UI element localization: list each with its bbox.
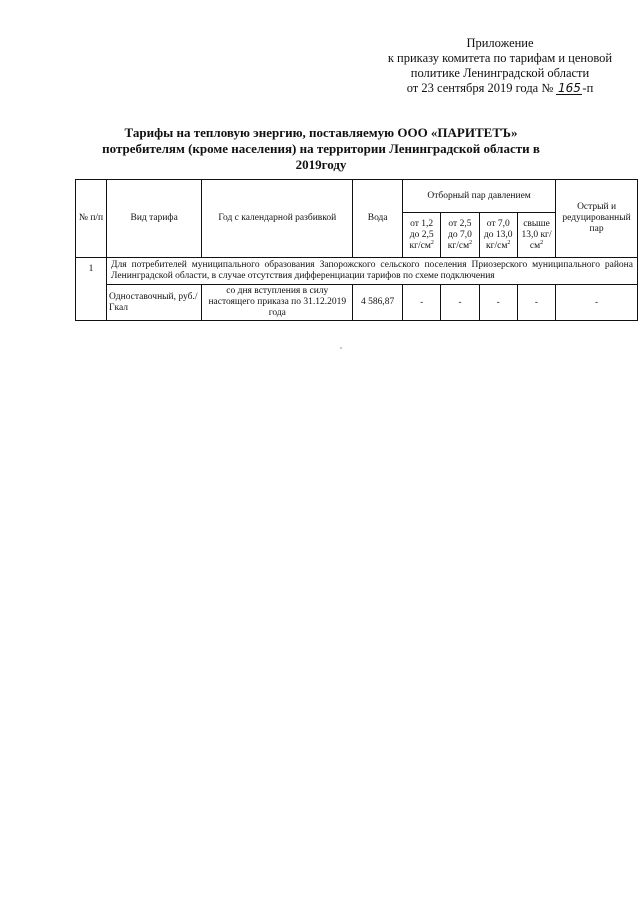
scan-speck bbox=[340, 347, 342, 349]
cell-steam-3: - bbox=[479, 285, 517, 321]
appendix-title: Приложение bbox=[466, 36, 534, 50]
cell-period: со дня вступления в силу настоящего приказа по 31.12.2019 года bbox=[202, 285, 353, 321]
cell-steam-4: - bbox=[517, 285, 555, 321]
header-num: № п/п bbox=[76, 180, 107, 258]
row-description: Для потребителей муниципального образования Запорожского сельского поселения Приозерского муниципального района Ленинградской области, в случае отсутствия дифференциации тарифов по схеме подключения bbox=[107, 258, 638, 285]
order-number: 165 bbox=[557, 81, 581, 95]
appendix-line-2: политике Ленинградской области bbox=[410, 66, 590, 80]
cell-steam-2: - bbox=[441, 285, 479, 321]
table-row bbox=[76, 285, 638, 321]
tariff-table bbox=[75, 179, 638, 321]
order-date: от 23 сентября 2019 года № bbox=[406, 81, 554, 95]
header-steam-group: Отборный пар давлением bbox=[403, 180, 556, 213]
header-steam-1: от 1,2 до 2,5 $кг/см^2$ bbox=[403, 213, 441, 258]
header-steam-4: свыше 13,0 $кг/см^2$ bbox=[517, 213, 555, 258]
header-sharp-steam: Острый и редуцированный пар bbox=[556, 180, 638, 258]
appendix-line-1: к приказу комитета по тарифам и ценовой bbox=[387, 51, 613, 65]
cell-sharp-steam: - bbox=[556, 285, 638, 321]
cell-tariff-type: Одноставочный, руб./Гкал bbox=[107, 285, 202, 321]
document-title: Тарифы на тепловую энергию, поставляемую ООО «ПАРИТЕТЪ» потребителям (кроме населения) на территории Ленинградской области в 2019году bbox=[102, 125, 540, 172]
header-steam-2: от 2,5 до 7,0 $кг/см^2$ bbox=[441, 213, 479, 258]
order-suffix: -п bbox=[582, 81, 594, 95]
row-number: 1 bbox=[76, 258, 107, 321]
cell-steam-1: - bbox=[403, 285, 441, 321]
table-row bbox=[76, 258, 638, 285]
appendix-header bbox=[360, 36, 640, 96]
cell-water: 4 586,87 bbox=[353, 285, 403, 321]
header-steam-3: от 7,0 до 13,0 $кг/см^2$ bbox=[479, 213, 517, 258]
appendix-line-3 bbox=[360, 81, 640, 96]
header-period: Год с календарной разбивкой bbox=[202, 180, 353, 258]
header-row-1 bbox=[76, 180, 638, 213]
header-tariff-type: Вид тарифа bbox=[107, 180, 202, 258]
header-water: Вода bbox=[353, 180, 403, 258]
